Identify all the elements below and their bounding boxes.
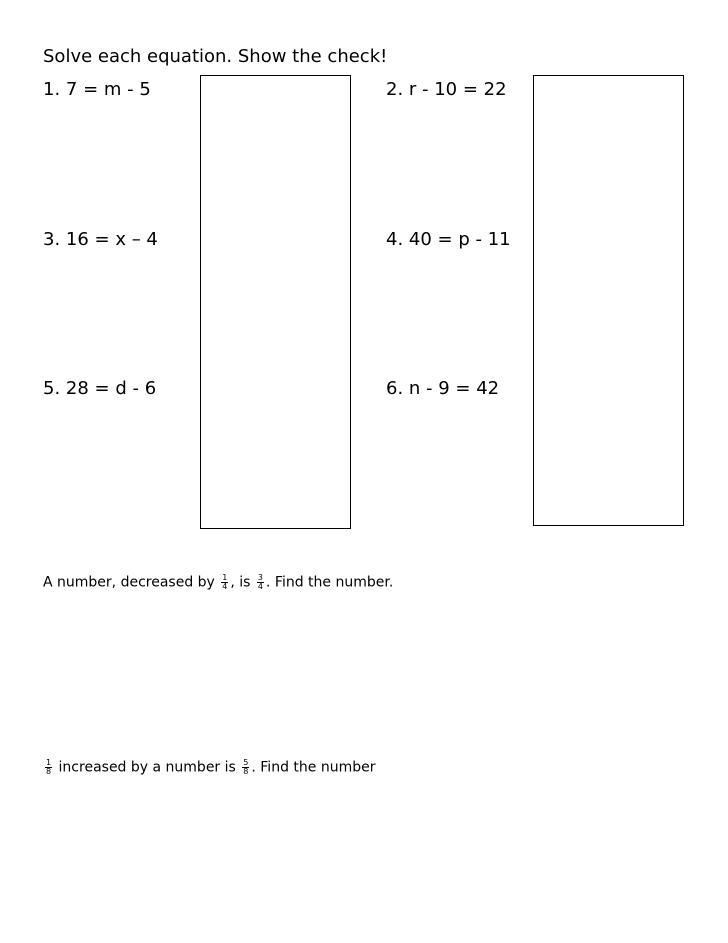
fraction-five-eighths [242,759,249,776]
problem-6: 6. n - 9 = 42 [386,378,500,399]
problem-1: 1. 7 = m - 5 [43,79,151,100]
word-problem-1-text-a: A number, decreased by [43,574,215,591]
fraction-numerator: 3 [257,573,264,582]
problem-5: 5. 28 = d - 6 [43,378,157,399]
fraction-denominator: 8 [243,767,249,776]
word-problem-2-text-a: increased by a number is [58,759,236,776]
fraction-one-quarter [221,574,228,591]
fraction-numerator: 1 [222,573,228,582]
answer-box-right[interactable] [533,75,684,526]
word-problem-1-text-b: , is [230,574,251,591]
fraction-denominator: 4 [222,582,228,591]
fraction-three-quarters [257,574,264,591]
fraction-denominator: 8 [46,767,52,776]
word-problem-2-text-b: . Find the number [251,759,376,776]
word-problem-2 [43,759,375,776]
instructions-title: Solve each equation. Show the check! [43,46,388,67]
word-problem-1 [43,574,393,591]
fraction-denominator: 4 [257,582,264,591]
fraction-numerator: 1 [46,758,52,767]
problem-2: 2. r - 10 = 22 [386,79,507,100]
fraction-numerator: 5 [243,758,249,767]
problem-4: 4. 40 = p - 11 [386,229,511,250]
problem-3: 3. 16 = x – 4 [43,229,158,250]
word-problem-1-text-c: . Find the number. [266,574,394,591]
answer-box-left[interactable] [200,75,351,529]
fraction-one-eighth [45,759,52,776]
